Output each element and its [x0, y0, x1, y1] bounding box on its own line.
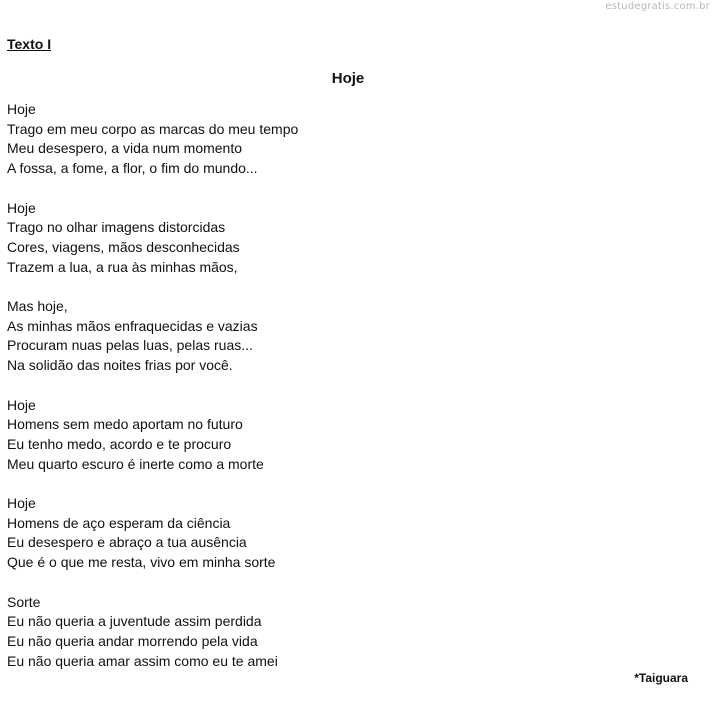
- poem-line: Hoje: [7, 101, 36, 117]
- stanza: [7, 593, 298, 672]
- poem-line: Meu desespero, a vida num momento: [7, 140, 243, 157]
- poem-line: Trago em meu corpo as marcas do meu tempo: [7, 120, 299, 137]
- watermark: estudegratis.com.br: [605, 1, 710, 12]
- author-credit: *Taiguara: [634, 671, 688, 685]
- poem-line: Procuram nuas pelas luas, pelas ruas...: [7, 337, 253, 354]
- poem-line: Homens de aço esperam da ciência: [7, 514, 231, 531]
- poem-title: Hoje: [331, 70, 365, 87]
- poem-line: Eu não queria andar morrendo pela vida: [7, 632, 258, 649]
- poem-line: Meu quarto escuro é inerte como a morte: [7, 455, 264, 472]
- poem-line: Hoje: [7, 495, 36, 511]
- poem-line: A fossa, a fome, a flor, o fim do mundo...: [7, 160, 258, 177]
- poem-line: Eu desespero e abraço a tua ausência: [7, 534, 247, 551]
- poem-body: [7, 100, 298, 671]
- stanza: [7, 494, 298, 573]
- poem-line: Cores, viagens, mãos desconhecidas: [7, 238, 240, 255]
- poem-line: As minhas mãos enfraquecidas e vazias: [7, 317, 258, 334]
- poem-line: Homens sem medo aportam no futuro: [7, 416, 243, 433]
- stanza: [7, 297, 298, 376]
- stanza: [7, 199, 298, 278]
- poem-line: Eu tenho medo, acordo e te procuro: [7, 435, 232, 452]
- text-label: Texto I: [7, 36, 52, 52]
- poem-line: Hoje: [7, 396, 36, 413]
- stanza: [7, 396, 298, 475]
- poem-line: Hoje: [7, 199, 36, 216]
- poem-line: Trazem a lua, a rua às minhas mãos,: [7, 258, 238, 275]
- poem-line: Trago no olhar imagens distorcidas: [7, 219, 226, 236]
- poem-line: Na solidão das noites frias por você.: [7, 357, 233, 374]
- poem-line: Mas hoje,: [7, 298, 68, 314]
- poem-line: Sorte: [7, 593, 41, 610]
- stanza: [7, 100, 298, 179]
- poem-line: Eu não queria a juventude assim perdida: [7, 613, 262, 630]
- poem-line: Que é o que me resta, vivo em minha sorte: [7, 554, 276, 571]
- poem-line: Eu não queria amar assim como eu te amei: [7, 652, 278, 669]
